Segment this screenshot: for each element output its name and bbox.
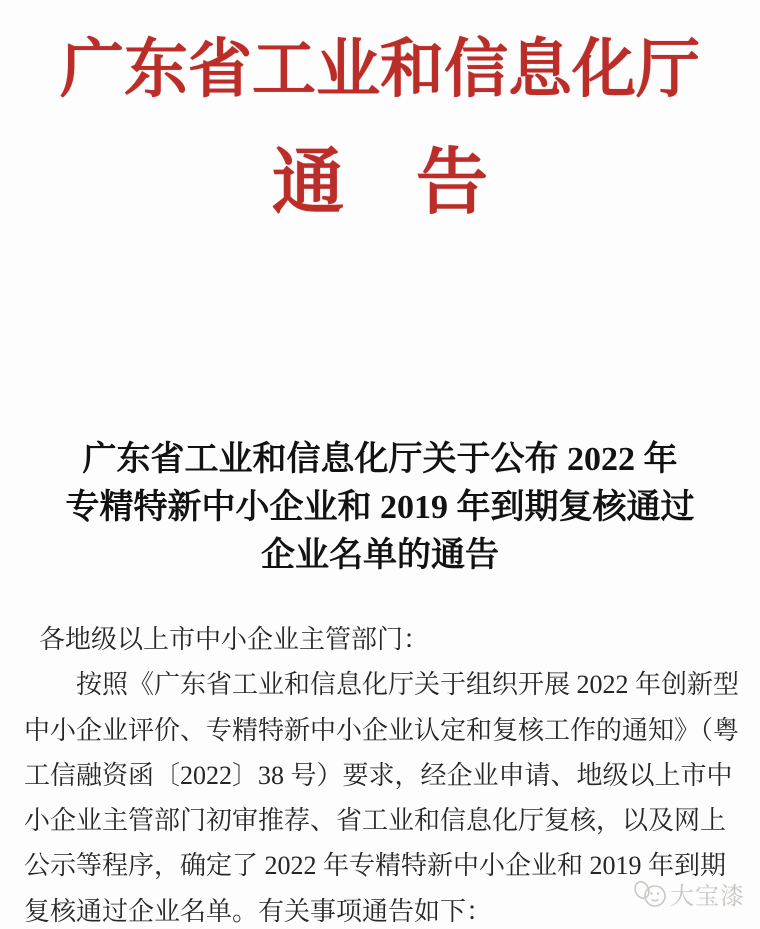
brand-watermark	[633, 876, 745, 911]
document-title-line-3: 企业名单的通告	[261, 537, 499, 574]
document-title-line-1: 广东省工业和信息化厅关于公布 2022 年	[82, 441, 678, 478]
body-paragraph-line: 小企业主管部门初审推荐、省工业和信息化厅复核，以及网上	[24, 806, 727, 836]
body-paragraph-line: 公示等程序，确定了 2022 年专精特新中小企业和 2019 年到期	[24, 851, 727, 881]
body-paragraph-line: 按照《广东省工业和信息化厅关于组织开展 2022 年创新型	[76, 670, 740, 700]
salutation: 各地级以上市中小企业主管部门：	[39, 625, 430, 654]
notice-type-label: 通 告	[271, 143, 488, 223]
body-paragraph-line: 工信融资函〔2022〕38 号）要求，经企业申请、地级以上市中	[24, 760, 733, 790]
body-paragraph-line: 复核通过企业名单。有关事项通告如下：	[24, 896, 493, 926]
brand-watermark-text: 大宝漆	[670, 884, 745, 910]
body-paragraph-line: 中小企业评价、专精特新中小企业认定和复核工作的通知》（粤	[24, 715, 740, 745]
dabao-panda-logo-icon	[633, 878, 669, 910]
document-body	[24, 617, 738, 929]
issuing-org-name: 广东省工业和信息化厅	[60, 34, 700, 105]
document-title-line-2: 专精特新中小企业和 2019 年到期复核通过	[65, 489, 695, 526]
document-title	[0, 436, 760, 580]
